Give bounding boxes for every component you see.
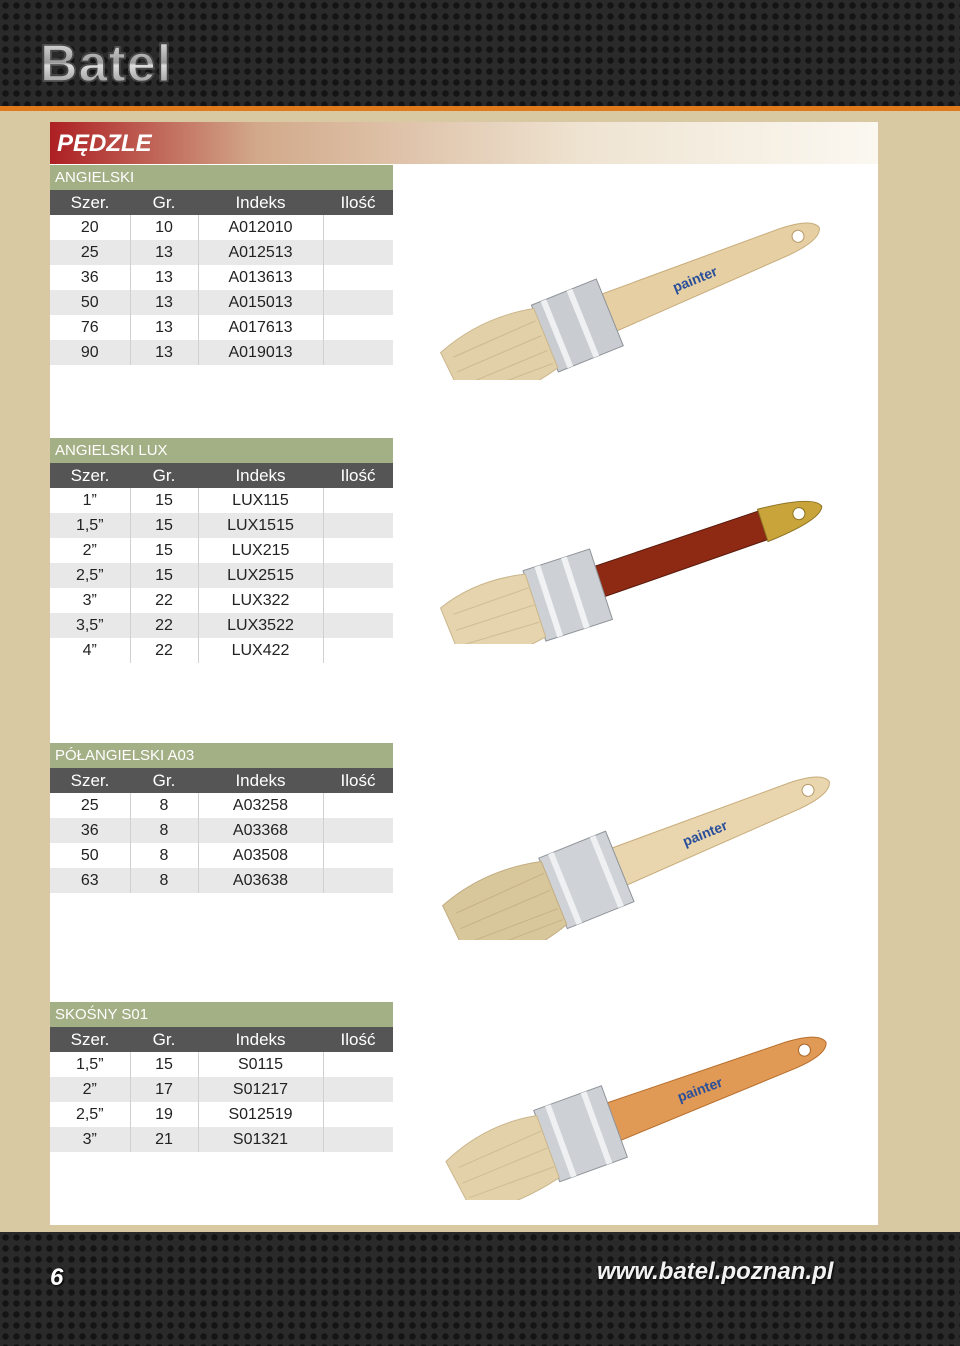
product-table — [50, 463, 393, 663]
cell-width: 3,5” — [50, 613, 130, 638]
cell-quantity — [323, 290, 393, 315]
cell-index: A03368 — [198, 818, 323, 843]
header-divider — [0, 106, 960, 111]
col-header-index: Indeks — [198, 463, 323, 488]
cell-width: 1” — [50, 488, 130, 513]
product-table — [50, 1027, 393, 1152]
cell-quantity — [323, 265, 393, 290]
cell-width: 2,5” — [50, 563, 130, 588]
cell-quantity — [323, 315, 393, 340]
col-header-width: Szer. — [50, 190, 130, 215]
cell-thickness: 17 — [130, 1077, 198, 1102]
cell-thickness: 19 — [130, 1102, 198, 1127]
cell-thickness: 22 — [130, 613, 198, 638]
table-row — [50, 613, 393, 638]
table-row — [50, 638, 393, 663]
table-row — [50, 868, 393, 893]
cell-thickness: 13 — [130, 290, 198, 315]
cell-width: 63 — [50, 868, 130, 893]
cell-thickness: 13 — [130, 265, 198, 290]
title-bar — [50, 122, 878, 164]
brand-logo: Batel — [40, 35, 173, 93]
cell-thickness: 22 — [130, 588, 198, 613]
cell-quantity — [323, 1077, 393, 1102]
cell-width: 50 — [50, 290, 130, 315]
table-row — [50, 1102, 393, 1127]
col-header-quantity: Ilość — [323, 1027, 393, 1052]
cell-width: 25 — [50, 240, 130, 265]
cell-index: A013613 — [198, 265, 323, 290]
cell-index: S0115 — [198, 1052, 323, 1077]
col-header-index: Indeks — [198, 1027, 323, 1052]
cell-thickness: 8 — [130, 843, 198, 868]
cell-width: 36 — [50, 818, 130, 843]
brush-brand-label: painter — [680, 816, 730, 850]
cell-index: S012519 — [198, 1102, 323, 1127]
brush-image-angielski-lux — [430, 474, 840, 644]
cell-width: 76 — [50, 315, 130, 340]
section-heading: SKOŚNY S01 — [50, 1002, 393, 1027]
cell-quantity — [323, 818, 393, 843]
cell-thickness: 8 — [130, 868, 198, 893]
cell-quantity — [323, 538, 393, 563]
website-link[interactable]: www.batel.poznan.pl — [597, 1258, 834, 1285]
brush-brand-label: painter — [670, 262, 720, 296]
cell-width: 25 — [50, 793, 130, 818]
cell-width: 2” — [50, 1077, 130, 1102]
table-row — [50, 265, 393, 290]
table-row — [50, 513, 393, 538]
cell-index: A019013 — [198, 340, 323, 365]
footer-bar — [0, 1232, 960, 1346]
cell-width: 1,5” — [50, 1052, 130, 1077]
cell-thickness: 8 — [130, 818, 198, 843]
brush-image-polangielski — [430, 740, 850, 940]
cell-quantity — [323, 513, 393, 538]
cell-thickness: 13 — [130, 240, 198, 265]
table-row — [50, 563, 393, 588]
section-heading: PÓŁANGIELSKI A03 — [50, 743, 393, 768]
cell-quantity — [323, 1127, 393, 1152]
table-row — [50, 1077, 393, 1102]
cell-thickness: 15 — [130, 1052, 198, 1077]
col-header-index: Indeks — [198, 190, 323, 215]
cell-thickness: 15 — [130, 488, 198, 513]
section-skosny-s01 — [50, 1002, 393, 1152]
table-row — [50, 843, 393, 868]
col-header-index: Indeks — [198, 768, 323, 793]
section-polangielski-a03 — [50, 743, 393, 893]
col-header-thickness: Gr. — [130, 463, 198, 488]
table-row — [50, 215, 393, 240]
cell-thickness: 10 — [130, 215, 198, 240]
col-header-quantity: Ilość — [323, 190, 393, 215]
table-row — [50, 315, 393, 340]
cell-width: 3” — [50, 588, 130, 613]
cell-thickness: 21 — [130, 1127, 198, 1152]
brush-image-skosny — [430, 1000, 850, 1200]
cell-index: A03508 — [198, 843, 323, 868]
cell-index: LUX3522 — [198, 613, 323, 638]
cell-index: LUX2515 — [198, 563, 323, 588]
cell-width: 2,5” — [50, 1102, 130, 1127]
section-heading: ANGIELSKI LUX — [50, 438, 393, 463]
cell-thickness: 15 — [130, 538, 198, 563]
cell-quantity — [323, 613, 393, 638]
cell-quantity — [323, 638, 393, 663]
cell-width: 2” — [50, 538, 130, 563]
cell-quantity — [323, 1052, 393, 1077]
cell-thickness: 13 — [130, 340, 198, 365]
product-table — [50, 190, 393, 365]
col-header-width: Szer. — [50, 1027, 130, 1052]
cell-quantity — [323, 488, 393, 513]
col-header-thickness: Gr. — [130, 190, 198, 215]
cell-width: 4” — [50, 638, 130, 663]
cell-index: A015013 — [198, 290, 323, 315]
cell-width: 90 — [50, 340, 130, 365]
cell-width: 1,5” — [50, 513, 130, 538]
table-row — [50, 290, 393, 315]
cell-width: 36 — [50, 265, 130, 290]
cell-width: 50 — [50, 843, 130, 868]
cell-quantity — [323, 1102, 393, 1127]
cell-index: S01217 — [198, 1077, 323, 1102]
cell-index: A03638 — [198, 868, 323, 893]
table-row — [50, 588, 393, 613]
cell-quantity — [323, 793, 393, 818]
cell-quantity — [323, 340, 393, 365]
table-row — [50, 818, 393, 843]
table-row — [50, 1127, 393, 1152]
table-row — [50, 1052, 393, 1077]
cell-width: 20 — [50, 215, 130, 240]
page-number: 6 — [50, 1264, 64, 1291]
cell-index: LUX215 — [198, 538, 323, 563]
col-header-thickness: Gr. — [130, 768, 198, 793]
content-panel — [50, 122, 878, 1225]
table-row — [50, 240, 393, 265]
table-row — [50, 793, 393, 818]
cell-thickness: 15 — [130, 513, 198, 538]
col-header-thickness: Gr. — [130, 1027, 198, 1052]
cell-quantity — [323, 588, 393, 613]
cell-quantity — [323, 563, 393, 588]
cell-index: LUX422 — [198, 638, 323, 663]
col-header-width: Szer. — [50, 768, 130, 793]
cell-index: LUX322 — [198, 588, 323, 613]
col-header-width: Szer. — [50, 463, 130, 488]
col-header-quantity: Ilość — [323, 463, 393, 488]
brush-image-angielski — [425, 190, 845, 380]
brush-brand-label: painter — [675, 1073, 725, 1105]
table-row — [50, 488, 393, 513]
table-row — [50, 538, 393, 563]
section-angielski-lux — [50, 438, 393, 663]
cell-index: A017613 — [198, 315, 323, 340]
header-bar — [0, 0, 960, 106]
cell-index: A03258 — [198, 793, 323, 818]
page-title: PĘDZLE — [57, 130, 152, 157]
cell-index: A012513 — [198, 240, 323, 265]
cell-quantity — [323, 215, 393, 240]
cell-quantity — [323, 843, 393, 868]
cell-index: A012010 — [198, 215, 323, 240]
col-header-quantity: Ilość — [323, 768, 393, 793]
product-table — [50, 768, 393, 893]
cell-quantity — [323, 868, 393, 893]
cell-width: 3” — [50, 1127, 130, 1152]
section-heading: ANGIELSKI — [50, 165, 393, 190]
cell-index: S01321 — [198, 1127, 323, 1152]
cell-thickness: 22 — [130, 638, 198, 663]
cell-quantity — [323, 240, 393, 265]
cell-thickness: 15 — [130, 563, 198, 588]
cell-index: LUX1515 — [198, 513, 323, 538]
cell-index: LUX115 — [198, 488, 323, 513]
cell-thickness: 13 — [130, 315, 198, 340]
section-angielski — [50, 165, 393, 365]
cell-thickness: 8 — [130, 793, 198, 818]
table-row — [50, 340, 393, 365]
